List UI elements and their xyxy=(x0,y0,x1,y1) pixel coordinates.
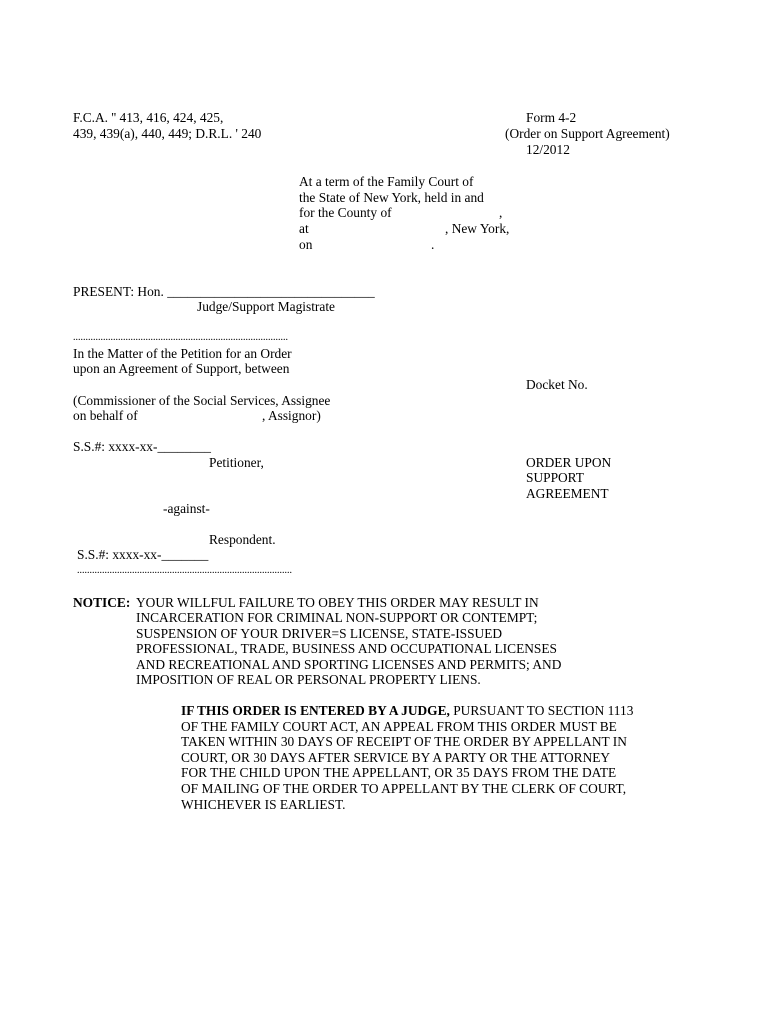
commissioner-line-1: (Commissioner of the Social Services, Assignee xyxy=(73,393,331,408)
notice-body xyxy=(136,610,561,688)
form-title: (Order on Support Agreement) xyxy=(505,126,670,141)
statute-references xyxy=(73,110,261,141)
notice-label: NOTICE: xyxy=(73,595,131,610)
notice-line-3: SUSPENSION OF YOUR DRIVER=S LICENSE, STATE-ISSUED xyxy=(136,625,503,641)
caption-dots-bottom: ...................................................................................... xyxy=(77,565,292,576)
order-title-line-1: ORDER UPON xyxy=(526,455,612,470)
court-term-line-2: the State of New York, held in and xyxy=(299,190,484,205)
caption-dots-top: ...................................................................................... xyxy=(73,332,288,343)
appeal-line-5: FOR THE CHILD UPON THE APPELLANT, OR 35 DAYS FROM THE DATE xyxy=(181,765,617,781)
location-suffix: , New York, xyxy=(445,221,510,236)
appeal-line-6: OF MAILING OF THE ORDER TO APPELLANT BY THE CLERK OF COURT, xyxy=(181,780,627,796)
court-term-line-1: At a term of the Family Court of xyxy=(299,174,474,189)
appeal-line-7: WHICHEVER IS EARLIEST. xyxy=(181,796,346,812)
petitioner-label: Petitioner, xyxy=(209,455,264,470)
matter-line-2: upon an Agreement of Support, between xyxy=(73,361,290,376)
appeal-bold-prefix: IF THIS ORDER IS ENTERED BY A JUDGE, xyxy=(181,703,450,718)
ssn-respondent: S.S.#: xxxx-xx-_______ xyxy=(77,547,209,562)
appeal-line-1-rest: PURSUANT TO SECTION 1113 xyxy=(449,703,634,718)
appeal-line-3: TAKEN WITHIN 30 DAYS OF RECEIPT OF THE ORDER BY APPELLANT IN xyxy=(181,734,627,750)
statute-line-1: F.C.A. '' 413, 416, 424, 425, xyxy=(73,110,224,125)
form-date: 12/2012 xyxy=(526,142,570,157)
appeal-notice xyxy=(181,703,633,812)
ssn-petitioner: S.S.#: xxxx-xx-________ xyxy=(73,439,212,454)
statute-line-2: 439, 439(a), 440, 449; D.R.L. ' 240 xyxy=(73,125,262,141)
appeal-line-2: OF THE FAMILY COURT ACT, AN APPEAL FROM THIS ORDER MUST BE xyxy=(181,718,617,734)
order-title-line-3: AGREEMENT xyxy=(526,486,609,501)
notice-line-2: INCARCERATION FOR CRIMINAL NON-SUPPORT OR CONTEMPT; xyxy=(136,610,538,625)
on-behalf-label: on behalf of xyxy=(73,408,138,423)
date-period: . xyxy=(431,237,435,252)
order-title-line-2: SUPPORT xyxy=(526,470,584,485)
present-line: PRESENT: Hon. _______________________________ xyxy=(73,284,375,299)
against-label: -against- xyxy=(163,501,210,516)
notice-line-5: AND RECREATIONAL AND SPORTING LICENSES AND PERMITS; AND xyxy=(136,656,562,672)
appeal-line-4: COURT, OR 30 DAYS AFTER SERVICE BY A PARTY OR THE ATTORNEY xyxy=(181,749,611,765)
location-label: at xyxy=(299,221,309,236)
matter-line-1: In the Matter of the Petition for an Order xyxy=(73,346,292,361)
notice-line-1: YOUR WILLFUL FAILURE TO OBEY THIS ORDER MAY RESULT IN xyxy=(136,595,539,610)
respondent-label: Respondent. xyxy=(209,532,276,547)
date-label: on xyxy=(299,237,313,252)
notice-line-6: IMPOSITION OF REAL OR PERSONAL PROPERTY LIENS. xyxy=(136,672,481,688)
notice-line-4: PROFESSIONAL, TRADE, BUSINESS AND OCCUPATIONAL LICENSES xyxy=(136,641,557,657)
form-number: Form 4-2 xyxy=(526,110,577,125)
judge-title: Judge/Support Magistrate xyxy=(197,299,335,314)
county-comma: , xyxy=(499,205,503,220)
appeal-line-1 xyxy=(181,703,633,719)
docket-label: Docket No. xyxy=(526,377,588,392)
assignor-label: , Assignor) xyxy=(262,408,321,423)
county-label: for the County of xyxy=(299,205,392,220)
